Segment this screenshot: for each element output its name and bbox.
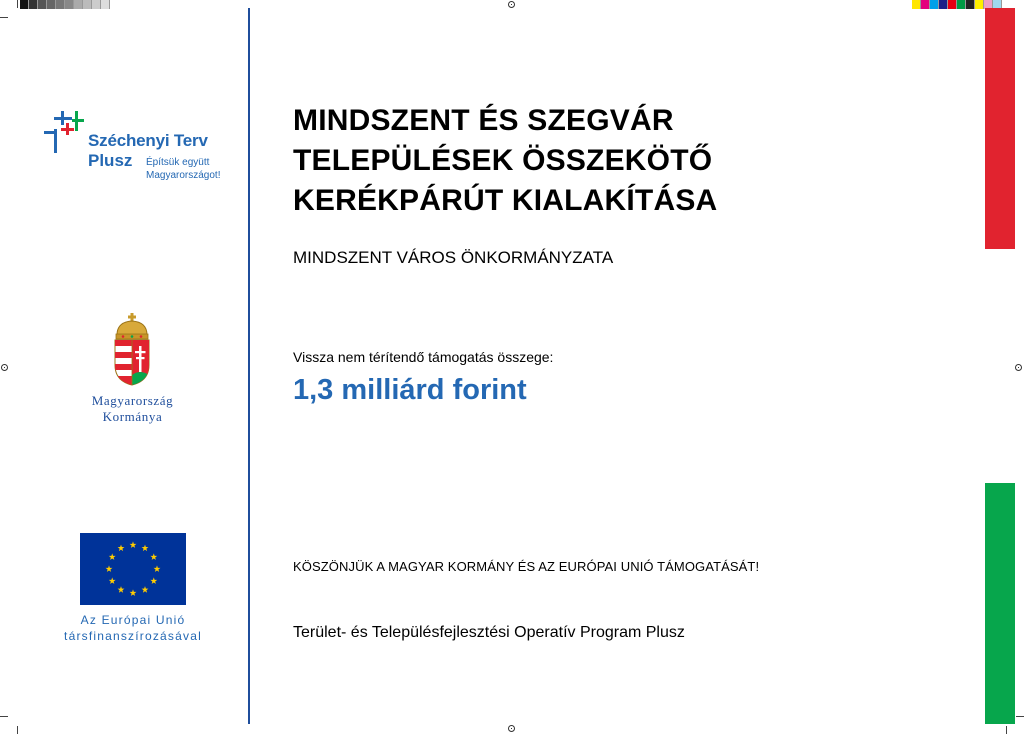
szechenyi-tagline: Építsük együtt Magyarországot! bbox=[146, 157, 221, 181]
eu-star-icon bbox=[142, 586, 149, 593]
project-title-line: KERÉKPÁRÚT KIALAKÍTÁSA bbox=[293, 184, 718, 217]
crop-mark bbox=[1006, 726, 1007, 734]
grey-calibration-strip bbox=[20, 0, 110, 9]
eu-caption bbox=[50, 612, 216, 644]
crop-mark bbox=[17, 0, 18, 8]
eu-caption-line2: társfinanszírozásával bbox=[64, 629, 202, 643]
eu-caption-line1: Az Európai Unió bbox=[80, 613, 186, 627]
project-title bbox=[293, 101, 853, 221]
crop-mark bbox=[17, 726, 18, 734]
government-name bbox=[60, 393, 205, 425]
eu-star-icon bbox=[150, 553, 157, 560]
grant-amount: 1,3 milliárd forint bbox=[293, 374, 527, 406]
government-name-line2: Kormánya bbox=[102, 409, 163, 424]
registration-mark-bottom bbox=[508, 725, 515, 732]
registration-mark-right bbox=[1015, 364, 1022, 371]
beneficiary-name: MINDSZENT VÁROS ÖNKORMÁNYZATA bbox=[293, 248, 614, 267]
crop-mark bbox=[0, 17, 8, 18]
eu-star-icon bbox=[118, 545, 125, 552]
operative-program-name: Terület- és Településfejlesztési Operatív Program Plusz bbox=[293, 624, 685, 641]
szechenyi-cross-icon bbox=[44, 111, 86, 155]
eu-star-icon bbox=[109, 553, 116, 560]
eu-star-icon bbox=[109, 577, 116, 584]
eu-star-icon bbox=[130, 589, 137, 596]
eu-flag-icon bbox=[80, 533, 186, 605]
column-divider bbox=[248, 8, 250, 724]
crop-mark bbox=[1016, 716, 1024, 717]
government-name-line1: Magyarország bbox=[91, 393, 174, 408]
project-title-line: TELEPÜLÉSEK ÖSSZEKÖTŐ bbox=[293, 144, 713, 177]
eu-star-icon bbox=[154, 565, 161, 572]
eu-star-icon bbox=[118, 586, 125, 593]
eu-star-icon bbox=[142, 545, 149, 552]
thanks-statement: KÖSZÖNJÜK A MAGYAR KORMÁNY ÉS AZ EURÓPAI UNIÓ TÁMOGATÁSÁT! bbox=[293, 559, 760, 574]
flag-bar-green bbox=[985, 483, 1015, 724]
grant-amount-label: Vissza nem térítendő támogatás összege: bbox=[293, 349, 554, 365]
szechenyi-logo-line1: Széchenyi Terv bbox=[88, 131, 208, 150]
crop-mark bbox=[0, 716, 8, 717]
eu-star-icon bbox=[130, 541, 137, 548]
hungarian-coat-of-arms-icon bbox=[113, 313, 151, 387]
project-title-line: MINDSZENT ÉS SZEGVÁR bbox=[293, 104, 674, 137]
eu-star-icon bbox=[150, 577, 157, 584]
registration-mark-top bbox=[508, 1, 515, 8]
eu-stars bbox=[80, 533, 186, 605]
szechenyi-logo-line2: Plusz bbox=[88, 151, 133, 170]
eu-star-icon bbox=[106, 565, 113, 572]
flag-bar-red bbox=[985, 8, 1015, 249]
registration-mark-left bbox=[1, 364, 8, 371]
